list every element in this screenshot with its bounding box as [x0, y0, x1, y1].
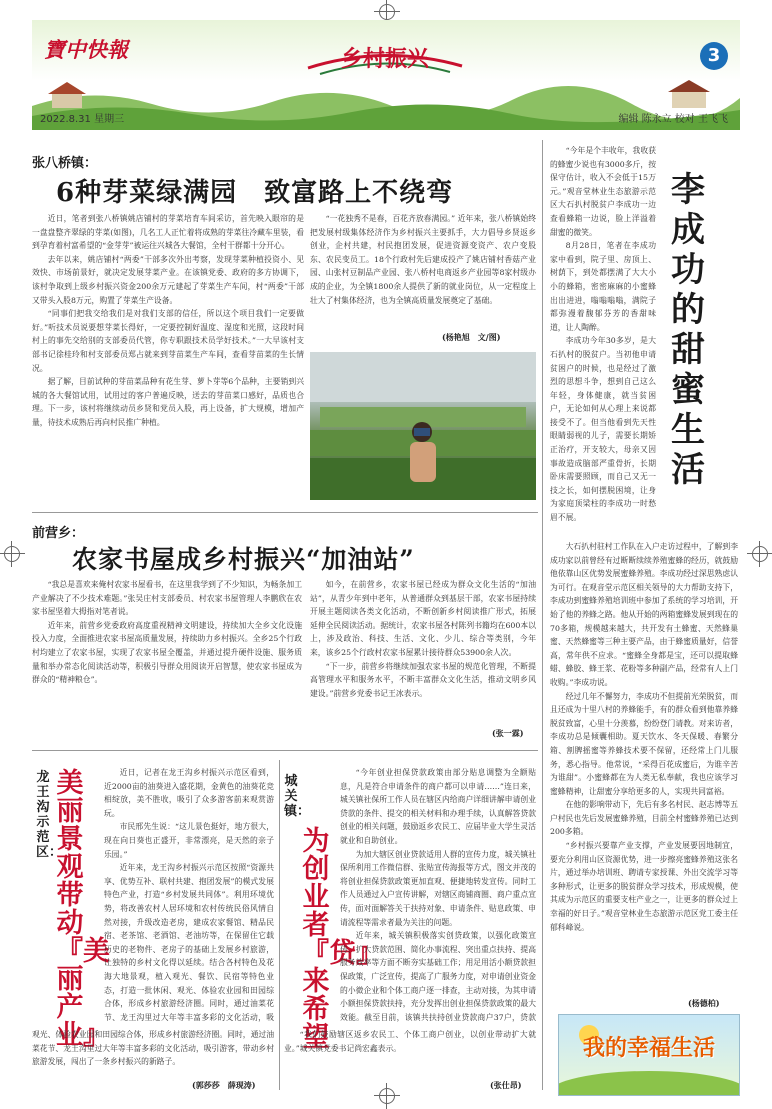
article4-paragraph: 近年来，城关镇积极落实创贷政策，以强化政策宣传、扩大贷款范围、简化办事流程、突出重点扶持、提高服务效率等方面不断夯实基础工作；用足用活小额贷款担保政策，广泛宣传，提高了广服务力度，对申请创业资金的小微企业和个体工商户逐一排查，主动对接，为其申请小额担保贷款扶持，充分发挥出创业担保贷款政策的最大效能。截至目前，该镇共扶持创业贷款商户37户，贷款 [340, 931, 536, 1022]
article1-paragraph: “一花独秀不是春，百花齐放春满园。” 近年来，张八桥镇始终把发展村级集体经济作为乡村振兴主要抓手，大力倡导乡贤返乡创业，企村共建，村民抱团发展，促进资源变资产、农户变股东、农民变员工。18个行政村先后建成投产了姚店铺村香菇产业园、山张村豆制品产业园、张八桥村电商返乡产业园等8家村级办成的企业，为全镇1800余人提供了新的就业岗位，从一定程度上壮大了村集体经济，也为全镇高质量发展奠定了基础。 [310, 214, 536, 305]
article4-headline-part: 』 [356, 938, 383, 969]
article3-paragraph: 近日，记者在龙王沟乡村振兴示范区看到，近2000亩的油葵进入盛花期，金黄色的油葵花竞相绽放，美不胜收，吸引了众多游客前来观赏游玩。 [104, 768, 274, 818]
editor-credits: 编辑 陈永立 校对 王飞飞 [618, 114, 728, 125]
article4-headline-part: 来希望 [302, 966, 330, 1053]
section-title: 乡村振兴 [340, 47, 429, 72]
article4-headline-part: 『 [302, 938, 329, 969]
article5-paragraph: 大石扒村驻村工作队在入户走访过程中，了解到李成功家以前曾经有过断断续续养殖蜜蜂的经历，就鼓励他依靠山区优势发展蜜蜂养殖。李成功经过深思熟虑认为可行。在观音堂示范区相关领导的大力帮助支持下，李成功到蜜蜂养殖培训班中参加了系统的学习培训，开始了他的养蜂之路。他从开始的两箱蜜蜂发展到现在的70多箱，规模越来越大，共开发有土蜂蜜、天然蜂巢蜜、天然蜂蜜等三种主要产品，由于蜂蜜质量好，信誉高，常年供不应求。“蜜蜂全身都是宝，还可以提取蜂蜡、蜂胶、蜂王浆、花粉等多种副产品，经常有人上门收购。”李成功说。 [550, 542, 738, 687]
divider-article2 [32, 750, 538, 751]
article1-col1 [32, 212, 304, 510]
article4-paragraph: “今年创业担保贷款政策由部分贴息调整为全额贴息，凡是符合申请条件的商户都可以申请……”连日来，城关镇社保所工作人员在辖区内给商户详细讲解申请创业贷款的条件、提交的相关材料和办理手续，认真解答贷款创业的相关问题，鼓励返乡农民工、应届毕业大学生灵活就业和自助创业。 [340, 768, 536, 845]
article5-bottom [550, 540, 738, 1010]
divider-article3 [279, 760, 280, 1090]
article1-paragraph: 去年以来，姚店铺村“两委”干部多次外出考察，发现芽菜种植投资小、见效快、市场前景好，就决定发展芽菜产业。在该镇党委、政府的多方协调下，该村争取到上级乡村振兴资金200余万元建起了芽菜生产车间，村“两委”干部又带头入股8万元，购置了芽菜生产设备。 [32, 254, 304, 305]
article5-top [550, 144, 656, 540]
article1-kicker: 张八桥镇： [32, 156, 98, 171]
article5-paragraph: “乡村振兴要靠产业支撑，产业发展要因地制宜，要充分利用山区资源优势，进一步擦亮蜜蜂养殖这张名片，通过举办培训班、聘请专家授课、外出交流学习等多种形式，让更多的脱贫群众学习技术，形成规模，使其成为示范区的重要支柱产业之一，让更多的群众过上幸福的好日子。”观音堂林业生态旅游示范区党工委主任郁科峰说。 [550, 841, 738, 932]
article4-paragraph: “我们鼓励辖区返乡农民工、个体工商户创业，以创业带动扩大就业。”城关镇党委书记尚宏鑫表示。 [284, 1030, 536, 1053]
article5-paragraph: 经过几年不懈努力，李成功不但提前光荣脱贫，而且还成为十里八村的养蜂能手，有的群众看到他靠养蜂脱贫致富，心里十分羡慕，纷纷登门请教。对来访者，李成功总是倾囊相助。夏天饮水、冬天保暖、春繁分箱、割脾摇蜜等养蜂技术要不保留，还经常上门儿服务，悉心指导。他常说，“采得百花成蜜后，为谁辛苦为谁甜”。小蜜蜂都在为人类无私奉献，我也应该学习蜜蜂精神，让甜蜜分享给更多的人，实现共同富裕。 [550, 691, 738, 796]
registration-mark-left [4, 546, 20, 562]
divider-right-column [542, 140, 543, 1090]
article3-body [104, 766, 274, 1026]
article5-paragraph: “今年是个丰收年，我收获的蜂蜜少说也有3000多斤，按保守估计，收入不会低于15万元。”观音堂林业生态旅游示范区大石扒村脱贫户李成功一边查看蜂箱一边说，脸上洋溢着甜蜜的微笑。 [550, 146, 656, 237]
article2-paragraph: “我总是喜欢来俺村农家书屋看书，在这里我学到了不少知识，为畅条加工产业解决了不少技术难题。”张吴庄村支部委员、村农家书屋管理人李鹏欣在农家书屋坚着大拇指对笔者说。 [32, 580, 302, 617]
article1-paragraph: “同事们把我交给我们是对我们支部的信任，所以这个项目我们一定要做好。”听技术员说要想芽菜长得好，一定要控制好温度、湿度和光照，这段时间村上的事先交给别的支部委员代管，你专职跟技术员学好技术。”一大早该村支部书记徐桂玲和村支部委员郑占就来到芽苗菜生产车间，查看芽苗菜的生长情况。 [32, 309, 304, 373]
registration-mark-right [752, 546, 768, 562]
article3-kicker-text: 龙王沟示范区： [36, 770, 63, 860]
promo-banner [558, 1014, 740, 1096]
article5-paragraph: 8月28日，笔者在李成功家中看到，院子里、房顶上、树荫下，到处都摆满了大大小小的蜂箱，密密麻麻的小蜜蜂出出进进，嗡嗡嗡嗡，满院子都弥漫着馥郁芬芳的香甜味道，让人陶醉。 [550, 241, 656, 332]
sprout-photo-image [310, 352, 536, 500]
promo-banner-text: 我的幸福生活 [582, 1036, 715, 1061]
article5-paragraph: 在他的影响带动下，先后有多名村民、赵志博等五户村民也先后发展蜜蜂养殖，目前全村蜜蜂养殖已达到200多箱。 [550, 800, 738, 837]
article5-vertical-title: 李成功的甜蜜生活 [671, 170, 705, 490]
page-number-badge: 3 [700, 42, 728, 70]
article2-headline: 农家书屋成乡村振兴“加油站” [72, 545, 415, 574]
article5-byline: (杨德柏) [688, 998, 720, 1008]
article2-byline: (张一霖) [492, 728, 524, 738]
article4-kicker-text: 城关镇： [284, 774, 311, 819]
article3-headline [56, 768, 110, 1051]
registration-mark-top [379, 4, 395, 20]
article2-paragraph: 如今，在前营乡，农家书屋已经成为群众文化生活的“加油站”，从青少年到中老年，从普通群众到基层干部，农家书屋持续开展主题阅读各类文化活动，不断创新乡村阅读推广形式，拓展延伸全民阅读活动。据统计，农家书屋各村陈列书籍均在600本以上，涉及政治、科技、生活、文化、少儿、综合等类别，今年来，该乡25个行政村农家书屋累计接待群众53900余人次。 [310, 580, 536, 657]
article3-headline-part: 美丽景观带动 [56, 768, 84, 939]
divider-article1 [32, 512, 538, 513]
article2-kicker: 前营乡： [32, 526, 85, 541]
article3-byline: (郭莎莎 薛现涛) [192, 1080, 256, 1090]
article3-paragraph-tail: 观光、体验农业园和田园综合体，形成乡村旅游经济圈。同时，通过油菜花节、龙王沟里过大年等丰富多彩的文化活动，吸引游客，带动乡村旅游发展，闯出了一条乡村振兴的新路子。 [32, 1030, 274, 1067]
article1-paragraph: 据了解，目前试种的芽苗菜品种有花生芽、萝卜芽等6个品种，主要销到兴城的各大餐馆试用，试用过的客户普遍反映，送去的芽苗菜口感好，品质也合理。下一步，该村将继续动员乡贤和党员入股，再上设备，扩大规模，增加产量，待技术成熟后再向村民推广种植。 [32, 377, 304, 427]
article2-paragraph: “下一步，前营乡将继续加强农家书屋的规范化管理，不断提高管理水平和服务水平，不断丰富群众文化生活，推动文明乡风建设。”前营乡党委书记王冰表示。 [310, 661, 536, 698]
article4-paragraph: 为加大辖区创业贷款适用人群的宣传力度，城关镇社保所利用工作微信群、张贴宣传海报等方式，图文并茂的将创业担保贷款政策更加直观、便捷地转发宣传。同时工作人员通过入户宣传讲解，对辖区商铺商圈、商户重点宣传，面对面解答关于扶持对象、申请条件、贴息政策、申请流程等需求者最为关注的问题。 [340, 849, 536, 927]
article4-headline-part: 为创业者 [302, 826, 330, 941]
date-bar [32, 108, 740, 126]
article2-col2 [310, 578, 536, 738]
article3-paragraph: 近年来，龙王沟乡村振兴示范区按照“资源共享、优势互补、联村共建、抱团发展”的模式发展特色产业，打造“乡村发展共同体”。利用环境优势，将改善农村人居环境和农村传统民俗风情自然对接，升级改造老房，建成农家餐馆、精品民宿、老茶馆、老酒馆、老油坊等，在保留住它载历史的老物件、老房子的基础上发展乡村旅游，让独特的乡村文化得以延续。结合各村特色及花海大地景观，植入观光、餐饮、民宿等特色业态，打造一批休闲、观光、体验农业园和田园综合体，形成乡村旅游经济圈。同时，通过油菜花节、龙王沟里过大年等丰富多彩的文化活动，吸 [104, 863, 274, 1022]
issue-date: 2022.8.31 星期三 [40, 114, 125, 125]
article1-paragraph: 近日，笔者到张八桥镇姚店铺村的芽菜培育车间采访，首先映入眼帘的是一盘盘整齐翠绿的芽菜(如图)，几名工人正忙着将成熟的芽菜往冷藏车里装，看到孕育着村富希望的“金芽芽”被运往兴城各大餐馆，全村干群都十分开心。 [32, 214, 304, 251]
article3-headline-part: 』 [83, 1020, 110, 1051]
article3-paragraph: 市民邢先生说：“这儿景色挺好，地方很大，现在向日葵也正盛开，非常漂亮，是天然的亲子乐园。” [104, 822, 274, 859]
article5-paragraph: 李成功今年30多岁，是大石扒村的脱贫户。当初他申请贫困户的时候，也是经过了激烈的思想斗争，想到自己这么年轻，身体健康，就当贫困户，无论如何从心理上来说都接受不了。但当他看到先天性眼睛弱视的儿子，需要长期矫正治疗，开支较大，母亲又因事故造成脑部严重骨折，长期卧床需要照顾，而自己又无一技之长，如何摆脱困境，让身为家庭顶梁柱的李成功一时愁眉不展。 [550, 336, 656, 523]
article1-col2 [310, 212, 536, 344]
article2-paragraph: 近年来，前营乡党委政府高度重视精神文明建设，持续加大全乡文化设施投入力度，全面推进农家书屋高质量发展，持续助力乡村振兴。全乡25个行政村均建立了农家书屋，实现了农家书屋全覆盖，并通过提升硬件设施、服务质量和举办常态化阅读活动等，积极引导群众用阅读开启智慧，使农家书屋成为群众的“精神粮仓”。 [32, 620, 302, 685]
article3-kicker [36, 770, 63, 860]
article1-byline: (杨艳旭 文/图) [442, 332, 501, 342]
article3-headline-part: 『 [56, 936, 83, 967]
article4-headline-part: 贷 [329, 938, 356, 969]
article4-body [340, 766, 536, 1026]
sprout-photo [310, 352, 536, 500]
article2-col1 [32, 578, 302, 748]
newspaper-logo: 寶中快報 [44, 37, 128, 62]
article1-headline: 6种芽菜绿满园 致富路上不绕弯 [56, 178, 454, 208]
article4-headline [302, 826, 383, 1053]
article4-byline: (张仕昂) [490, 1080, 522, 1090]
article3-headline-part: 美丽产业 [56, 936, 110, 1051]
article4-kicker [284, 774, 311, 819]
